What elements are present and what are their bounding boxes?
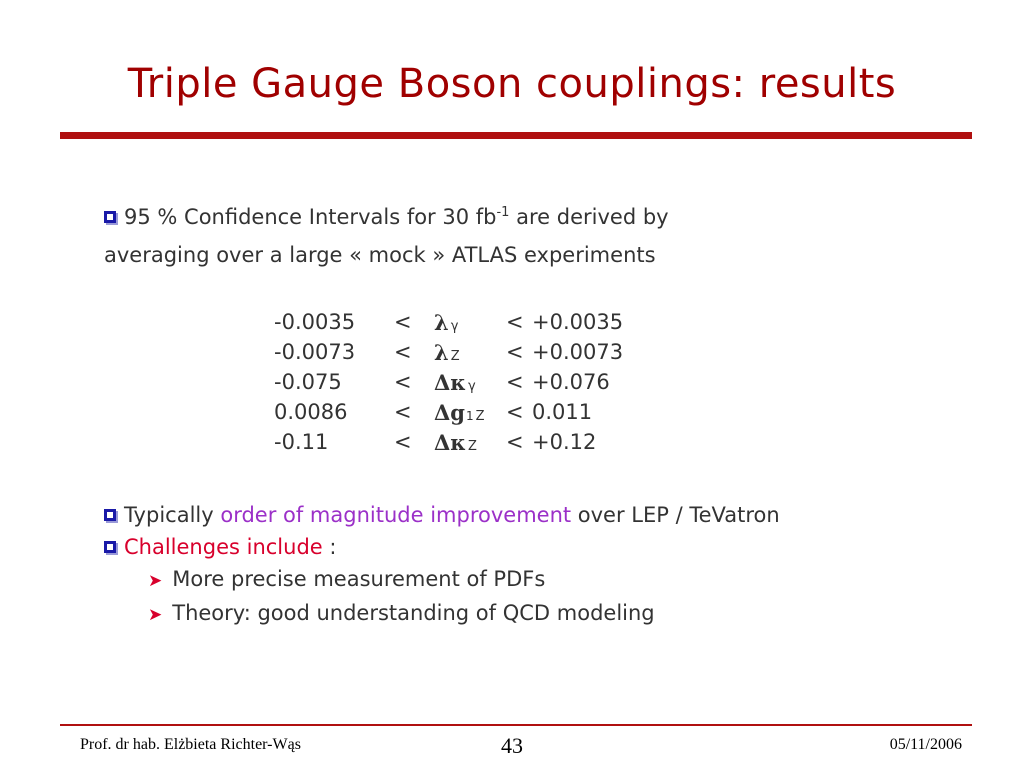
interval-upper-bound: +0.076 xyxy=(532,370,610,394)
less-than-sign: < xyxy=(394,340,412,364)
arrow-bullet-icon: ➤ xyxy=(148,571,163,591)
coupling-symbol-subscript: Z xyxy=(468,439,477,454)
coupling-symbol-superscript: 1 xyxy=(465,409,474,423)
sub-bullet-1-text: More precise measurement of PDFs xyxy=(172,567,546,591)
checkbox-bullet-icon xyxy=(104,509,116,521)
coupling-symbol-main: Δκ xyxy=(434,370,467,395)
less-than-sign: < xyxy=(394,430,412,454)
less-than-sign: < xyxy=(506,340,524,364)
interval-lower-bound: 0.0086 xyxy=(274,400,348,424)
sub-bullet-2-text: Theory: good understanding of QCD modeling xyxy=(172,601,655,625)
less-than-sign: < xyxy=(506,430,524,454)
bullet-improvement xyxy=(104,500,780,530)
bullet-3-text-end: : xyxy=(322,535,337,559)
interval-lower-bound: -0.0073 xyxy=(274,340,356,364)
coupling-symbol xyxy=(434,370,476,395)
coupling-symbol-main: Δg xyxy=(434,400,465,425)
sub-bullet-pdfs xyxy=(148,564,545,596)
bullet-1-text-end: are derived by xyxy=(509,205,669,229)
bullet-3-highlight: Challenges include xyxy=(124,535,323,559)
bullet-2-highlight: order of magnitude improvement xyxy=(220,503,572,527)
bullet-1-superscript: -1 xyxy=(496,205,510,220)
coupling-symbol-main: λ xyxy=(434,340,449,365)
page-number: 43 xyxy=(501,733,523,758)
title-divider xyxy=(60,132,972,139)
checkbox-bullet-icon xyxy=(104,211,116,223)
footer-divider xyxy=(60,724,972,726)
coupling-symbol-main: Δκ xyxy=(434,430,467,455)
bullet-confidence-intervals xyxy=(104,198,669,232)
sub-bullet-qcd xyxy=(148,598,655,630)
coupling-symbol xyxy=(434,340,460,365)
interval-upper-bound: +0.0035 xyxy=(532,310,624,334)
interval-lower-bound: -0.075 xyxy=(274,370,342,394)
coupling-symbol xyxy=(434,310,458,335)
coupling-symbol-subscript: γ xyxy=(450,319,459,334)
less-than-sign: < xyxy=(506,370,524,394)
less-than-sign: < xyxy=(394,400,412,424)
slide-title: Triple Gauge Boson couplings: results xyxy=(127,61,897,107)
coupling-symbol-subscript: Z xyxy=(475,409,485,424)
coupling-symbol xyxy=(434,430,477,455)
less-than-sign: < xyxy=(394,370,412,394)
coupling-symbol xyxy=(434,400,485,425)
bullet-challenges xyxy=(104,532,336,562)
footer-author: Prof. dr hab. Elżbieta Richter-Wąs xyxy=(80,736,301,753)
footer-date: 05/11/2006 xyxy=(889,736,962,753)
bullet-2-text: Typically xyxy=(124,503,221,527)
less-than-sign: < xyxy=(506,400,524,424)
interval-upper-bound: 0.011 xyxy=(532,400,593,424)
interval-lower-bound: -0.0035 xyxy=(274,310,356,334)
bullet-1-line-2: averaging over a large « mock » ATLAS experiments xyxy=(104,243,656,267)
less-than-sign: < xyxy=(394,310,412,334)
checkbox-bullet-icon xyxy=(104,541,116,553)
interval-lower-bound: -0.11 xyxy=(274,430,329,454)
bullet-1-text: 95 % Confidence Intervals for 30 fb xyxy=(124,205,497,229)
coupling-symbol-subscript: γ xyxy=(468,379,476,394)
coupling-symbol-main: λ xyxy=(434,310,449,335)
interval-upper-bound: +0.12 xyxy=(532,430,597,454)
less-than-sign: < xyxy=(506,310,524,334)
interval-upper-bound: +0.0073 xyxy=(532,340,624,364)
arrow-bullet-icon: ➤ xyxy=(148,605,163,625)
bullet-2-text-end: over LEP / TeVatron xyxy=(571,503,780,527)
coupling-symbol-subscript: Z xyxy=(450,349,460,364)
